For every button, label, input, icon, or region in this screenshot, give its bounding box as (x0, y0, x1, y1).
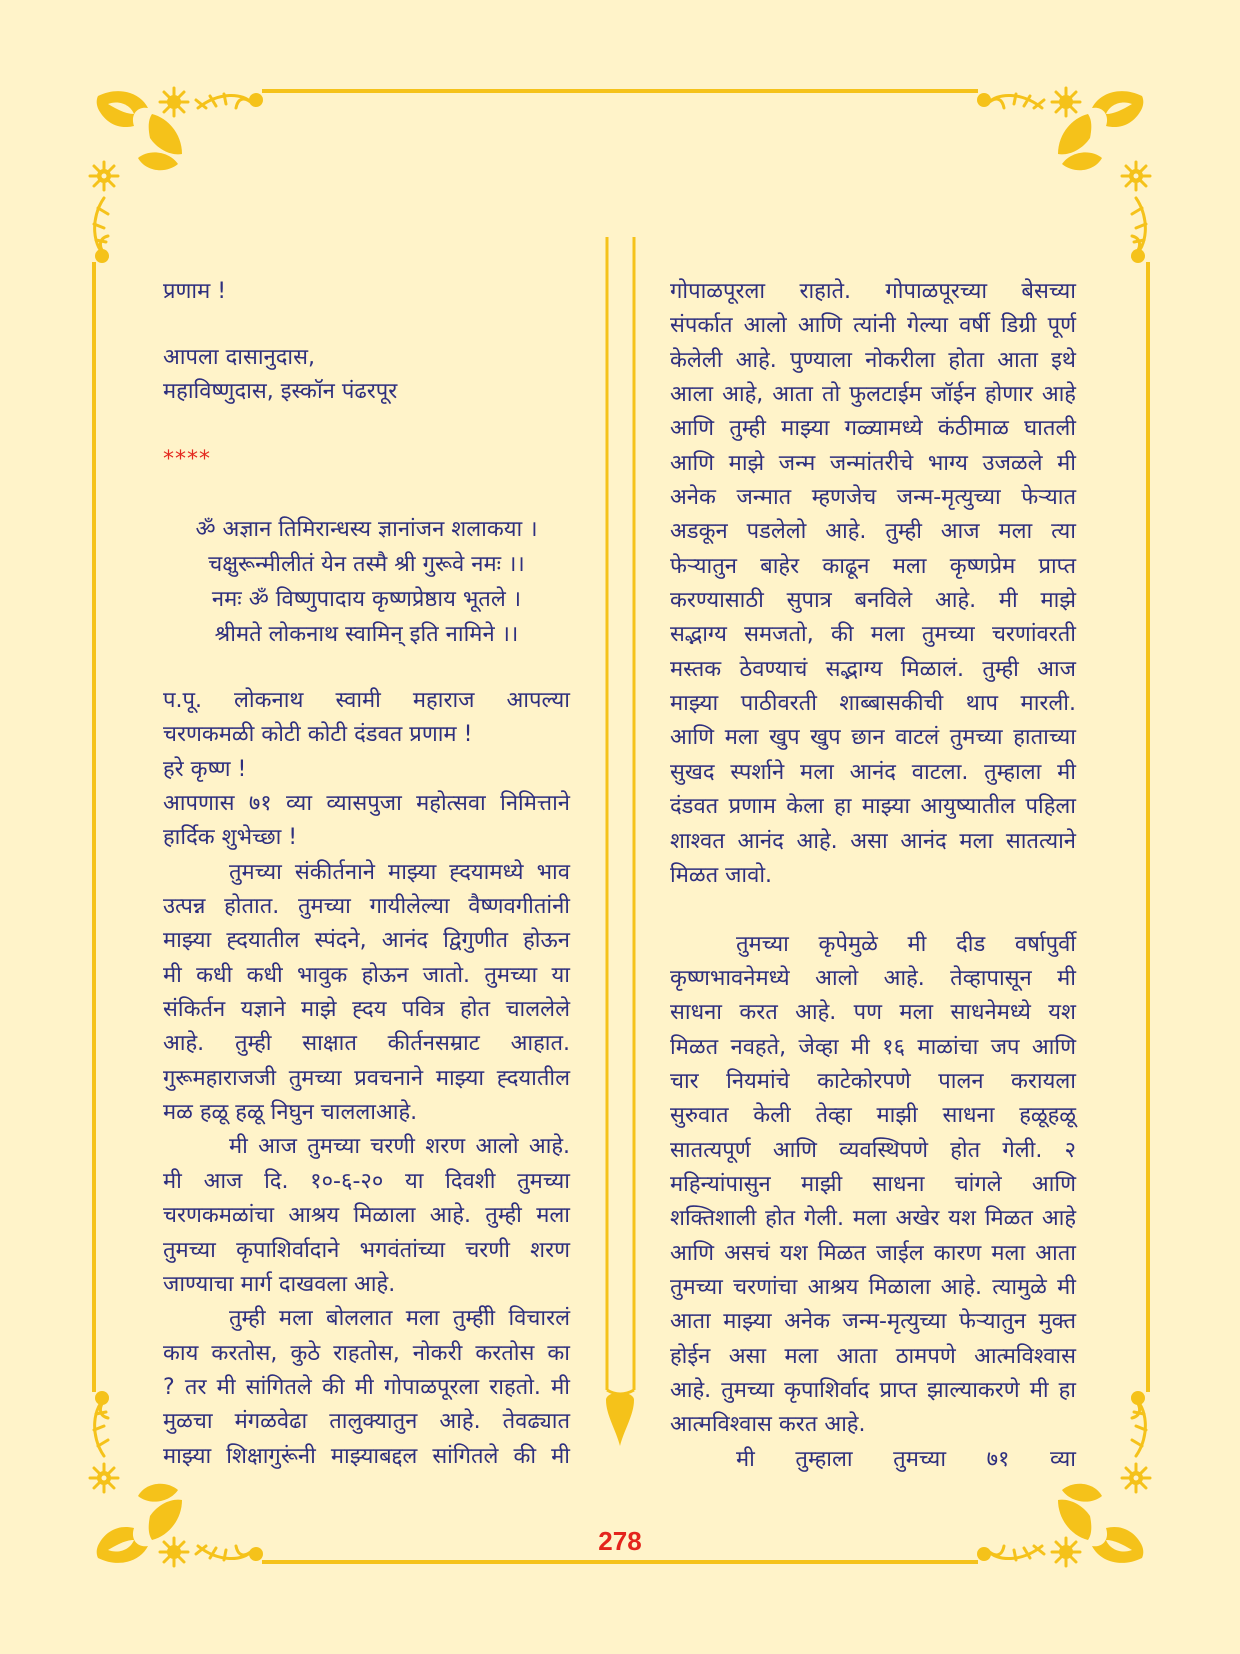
text-line: सुरुवात केली तेव्हा माझी साधना हळूहळू (670, 1103, 1076, 1129)
text-line: मस्तक ठेवण्याचं सद्भाग्य मिळालं. तुम्ही आज (670, 656, 1076, 682)
text-line: मी आज दि. १०-६-२० या दिवशी तुमच्या (163, 1168, 570, 1194)
text-line: प.पू. लोकनाथ स्वामी महाराज आपल्या (163, 688, 570, 713)
text-line: संकिर्तन यज्ञाने माझे ह्दय पवित्र होत चाललेले (163, 997, 570, 1023)
text-line: मी कधी कधी भावुक होऊन जातो. तुमच्या या (163, 962, 570, 988)
greeting: प्रणाम ! (163, 279, 227, 304)
text-line: ? तर मी सांगितले की मी गोपाळपूरला राहतो. मी (163, 1374, 570, 1400)
text-line: हरे कृष्ण ! (163, 756, 247, 782)
signoff-line: आपला दासानुदास, (163, 344, 315, 370)
text-line: मुळचा मंगळवेढा तालुक्यातुन आहे. तेवढ्यात (163, 1409, 570, 1435)
text-line: दंडवत प्रणाम केला हा माझ्या आयुष्यातील पहिला (670, 794, 1076, 820)
text-line: सुखद स्पर्शाने मला आनंद वाटला. तुम्हाला मी (670, 759, 1076, 785)
text-line: आत्मविश्वास करत आहे. (670, 1412, 866, 1438)
text-line: उत्पन्न होतात. तुमच्या गायीलेल्या वैष्णवगीतांनी (163, 894, 570, 920)
text-line: मळ हळू हळू निघुन चाललाआहे. (163, 1100, 418, 1126)
center-divider-drop (606, 1393, 634, 1447)
text-line: माझ्या ह्दयातील स्पंदने, आनंद द्विगुणीत होऊन (163, 928, 570, 954)
shloka-line: चक्षुरून्मीलीतं येन तस्मै श्री गुरूवे नमः ।। (208, 552, 525, 577)
page-number: 278 (598, 1526, 642, 1556)
text-line: चरणकमळांचा आश्रय मिळाला आहे. तुम्ही मला (163, 1203, 570, 1229)
text-line: कृष्णभावनेमध्ये आलो आहे. तेव्हापासून मी (670, 965, 1076, 991)
text-line: मिळत नवहते, जेव्हा मी १६ माळांचा जप आणि (670, 1034, 1076, 1060)
text-line: करण्यासाठी सुपात्र बनविले आहे. मी माझे (670, 588, 1076, 614)
text-line: आहे. तुमच्या कृपाशिर्वाद प्राप्त झाल्याकरणे मी हा (670, 1378, 1076, 1403)
shloka-line: श्रीमते लोकनाथ स्वामिन् इति नामिने ।। (214, 622, 519, 647)
text-line: अडकून पडलेलो आहे. तुम्ही आज मला त्या (670, 519, 1076, 545)
text-line: गुरूमहाराजजी तुमच्या प्रवचनाने माझ्या ह्दयातील (163, 1065, 570, 1091)
text-line: सातत्यपूर्ण आणि व्यवस्थिपणे होत गेली. २ (670, 1137, 1076, 1163)
text-line: माझ्या पाठीवरती शाब्बासकीची थाप मारली. (670, 691, 1076, 717)
text-line: फेऱ्यातुन बाहेर काढून मला कृष्णप्रेम प्राप्त (670, 553, 1076, 579)
text-line: केलेली आहे. पुण्याला नोकरीला होता आता इथे (670, 347, 1076, 373)
text-line: आणि असचं यश मिळत जाईल कारण मला आता (670, 1240, 1076, 1266)
text-line: तुमच्या कृपाशिर्वादाने भगवंतांच्या चरणी शरण (163, 1237, 570, 1263)
shloka-line: नमः ॐ विष्णुपादाय कृष्णप्रेष्ठाय भूतले । (211, 587, 522, 612)
text-line: शक्तिशाली होत गेली. मला अखेर यश मिळत आहे (670, 1206, 1076, 1232)
text-line: आता माझ्या अनेक जन्म-मृत्युच्या फेऱ्यातुन मुक्त (670, 1309, 1076, 1335)
signoff-line: महाविष्णुदास, इस्कॉन पंढरपूर (163, 379, 398, 405)
text-line: आहे. तुम्ही साक्षात कीर्तनसम्राट आहात. (163, 1031, 570, 1057)
text-line: तुमच्या संकीर्तनाने माझ्या ह्दयामध्ये भाव (229, 859, 570, 885)
text-line: माझ्या शिक्षागुरूंनी माझ्याबद्दल सांगितले की मी (163, 1443, 570, 1469)
center-divider (607, 237, 634, 1394)
text-line: महिन्यांपासुन माझी साधना चांगले आणि (670, 1171, 1076, 1197)
text-line: सद्भाग्य समजतो, की मला तुमच्या चरणांवरती (670, 622, 1076, 648)
text-line: संपर्कात आलो आणि त्यांनी गेल्या वर्षी डिग्री पूर्ण (670, 313, 1076, 339)
text-line: काय करतोस, कुठे राहतोस, नोकरी करतोस का (163, 1340, 570, 1366)
shloka-line: ॐ अज्ञान तिमिरान्धस्य ज्ञानांजन शलाकया । (195, 517, 538, 542)
text-line: आणि तुम्ही माझ्या गळ्यामध्ये कंठीमाळ घातली (670, 416, 1076, 442)
text-line: आणि माझे जन्म जन्मांतरीचे भाग्य उजळले मी (670, 450, 1076, 476)
text-line: तुमच्या कृपेमुळे मी दीड वर्षापुर्वी (736, 931, 1076, 957)
ornament-top-right (977, 88, 1150, 263)
text-line: साधना करत आहे. पण मला साधनेमध्ये यश (670, 1000, 1076, 1026)
left-column-header (163, 275, 570, 409)
right-column-body (670, 275, 1076, 1477)
text-line: आपणास ७१ व्या व्यासपुजा महोत्सवा निमित्ताने (163, 791, 570, 817)
text-line: जाण्याचा मार्ग दाखवला आहे. (163, 1271, 396, 1297)
text-line: चार नियमांचे काटेकोरपणे पालन करायला (670, 1068, 1076, 1094)
text-line: होईन असा मला आता ठामपणे आत्मविश्वास (670, 1343, 1076, 1369)
text-line: अनेक जन्मात म्हणजेच जन्म-मृत्युच्या फेऱ्यात (670, 485, 1076, 511)
paragraph-gap (670, 893, 1076, 927)
text-line: मी आज तुमच्या चरणी शरण आलो आहे. (229, 1134, 570, 1160)
left-column-body (163, 684, 570, 1474)
ornament-top-left (90, 88, 263, 263)
text-line: चरणकमळी कोटी कोटी दंडवत प्रणाम ! (163, 722, 473, 748)
text-line: गोपाळपूरला राहाते. गोपाळपूरच्या बेसच्या (670, 279, 1076, 304)
text-line: आला आहे, आता तो फुलटाईम जॉईन होणार आहे (670, 382, 1076, 408)
text-line: हार्दिक शुभेच्छा ! (163, 825, 298, 851)
text-line: शाश्वत आनंद आहे. असा आनंद मला सातत्याने (670, 828, 1076, 854)
text-line: मी तुम्हाला तुमच्या ७१ व्या (736, 1446, 1076, 1472)
text-line: तुम्ही मला बोललात मला तुम्हीी विचारलं (229, 1306, 570, 1332)
shloka (163, 512, 570, 652)
section-separator: **** (163, 447, 211, 472)
text-line: मिळत जावो. (670, 862, 773, 888)
text-line: तुमच्या चरणांचा आश्रय मिळाला आहे. त्यामुळे मी (670, 1274, 1076, 1300)
text-line: आणि मला खुप खुप छान वाटलं तुमच्या हाताच्या (670, 725, 1076, 751)
